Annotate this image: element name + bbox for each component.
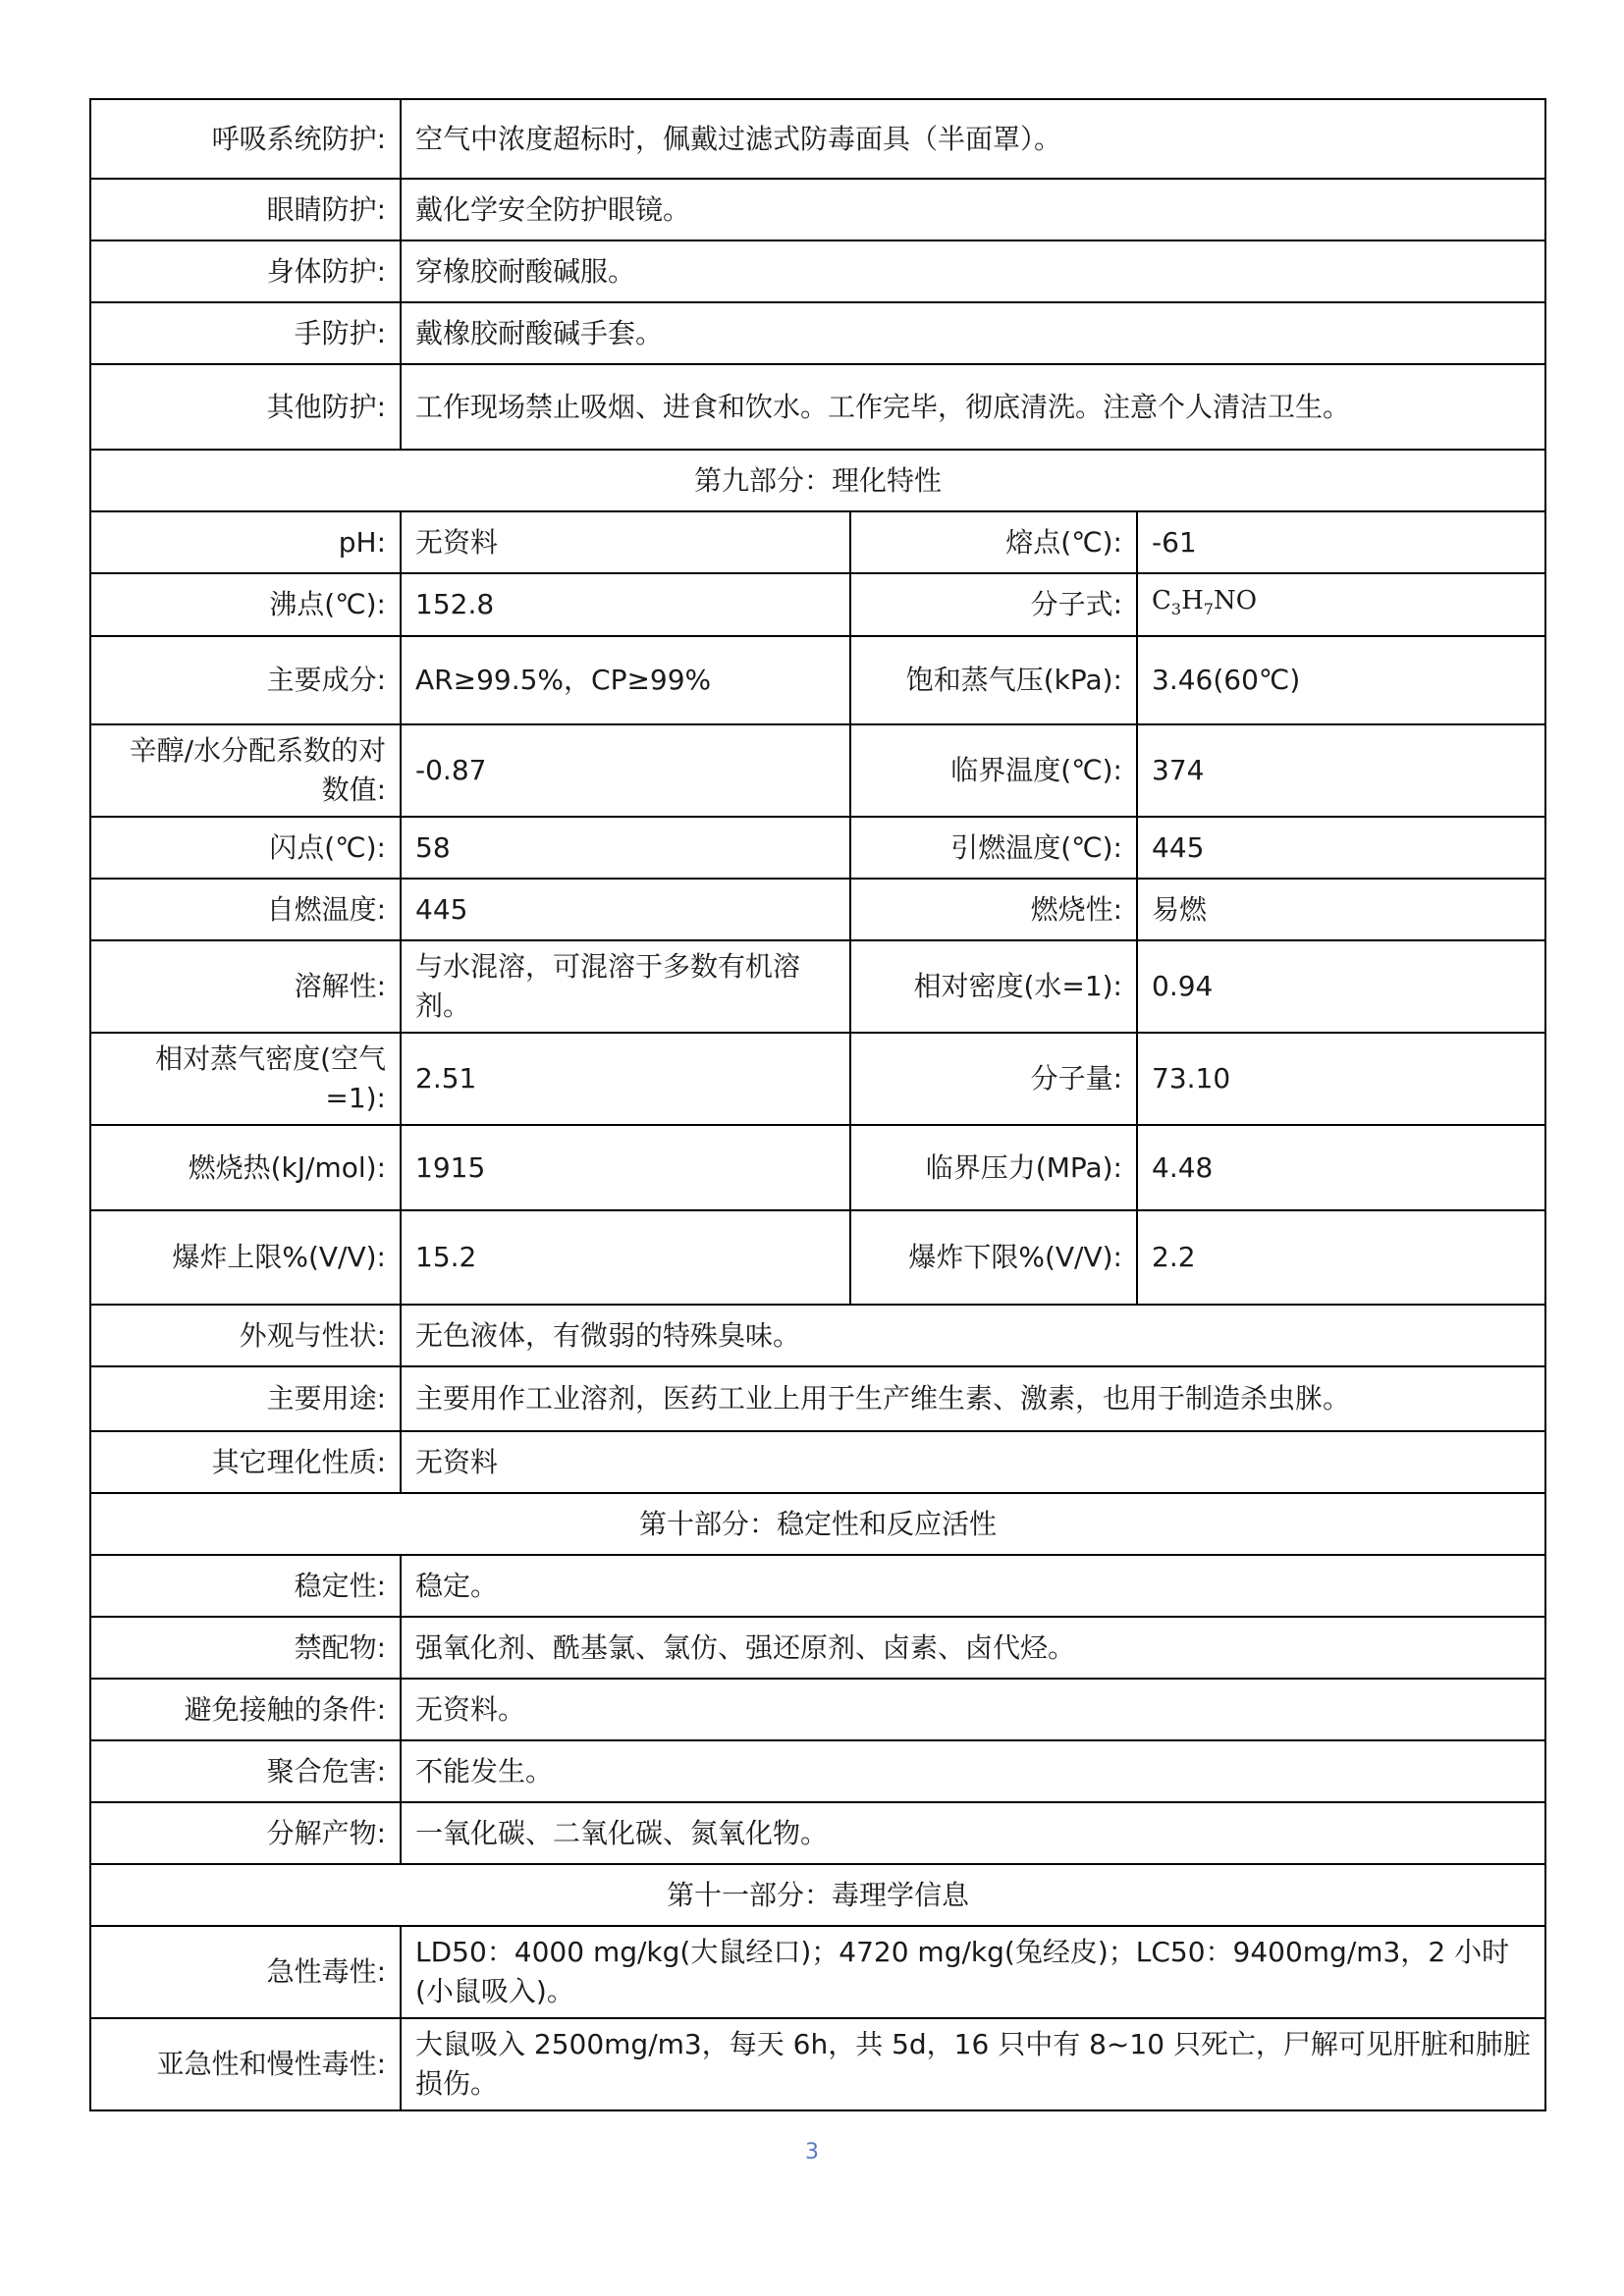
property-value: 易燃: [1137, 879, 1545, 940]
property-label: 沸点(℃):: [90, 573, 401, 636]
property-label: 燃烧性:: [850, 879, 1137, 940]
property-value: 1915: [401, 1125, 850, 1210]
property-label: 分子量:: [850, 1033, 1137, 1125]
msds-table: [89, 98, 1546, 2111]
row-value: 无资料。: [401, 1679, 1545, 1740]
property-row: [90, 817, 1545, 879]
page-number: 3: [805, 2140, 819, 2164]
property-label: 临界温度(℃):: [850, 724, 1137, 817]
property-value: 152.8: [401, 573, 850, 636]
property-label: 饱和蒸气压(kPa):: [850, 636, 1137, 724]
property-label: 主要成分:: [90, 636, 401, 724]
property-row: [90, 879, 1545, 940]
property-row: [90, 1210, 1545, 1305]
row-value: 戴化学安全防护眼镜。: [401, 179, 1545, 240]
property-label: 燃烧热(kJ/mol):: [90, 1125, 401, 1210]
protection-row-body: [90, 240, 1545, 302]
row-label: 手防护:: [90, 302, 401, 364]
row-label: 禁配物:: [90, 1617, 401, 1679]
property-label: 临界压力(MPa):: [850, 1125, 1137, 1210]
row-value: 大鼠吸入 2500mg/m3，每天 6h，共 5d，16 只中有 8~10 只死亡，尸解可见肝脏和肺脏损伤。: [401, 2018, 1545, 2110]
row-label: 眼睛防护:: [90, 179, 401, 240]
property-value: 0.94: [1137, 940, 1545, 1033]
property-value: 15.2: [401, 1210, 850, 1305]
stability-row: [90, 1802, 1545, 1864]
property-row: [90, 1033, 1545, 1125]
row-value: 戴橡胶耐酸碱手套。: [401, 302, 1545, 364]
row-value: LD50：4000 mg/kg(大鼠经口)；4720 mg/kg(兔经皮)；LC50：9400mg/m3，2 小时(小鼠吸入)。: [401, 1926, 1545, 2018]
section-title: 第十部分：稳定性和反应活性: [90, 1493, 1545, 1555]
row-label: 其他防护:: [90, 364, 401, 450]
property-label: 相对蒸气密度(空气=1):: [90, 1033, 401, 1125]
property-value: 58: [401, 817, 850, 879]
property-value: AR≥99.5%，CP≥99%: [401, 636, 850, 724]
property-value: 2.51: [401, 1033, 850, 1125]
property-row: [90, 940, 1545, 1033]
property-label: 溶解性:: [90, 940, 401, 1033]
property-row-other: [90, 1431, 1545, 1493]
row-value: 无资料: [401, 1431, 1545, 1493]
row-value: 一氧化碳、二氧化碳、氮氧化物。: [401, 1802, 1545, 1864]
protection-row-other: [90, 364, 1545, 450]
section-title: 第九部分：理化特性: [90, 450, 1545, 511]
row-label: 其它理化性质:: [90, 1431, 401, 1493]
row-value: 主要用作工业溶剂，医药工业上用于生产维生素、激素，也用于制造杀虫脒。: [401, 1366, 1545, 1431]
property-row: [90, 636, 1545, 724]
row-value: 不能发生。: [401, 1740, 1545, 1802]
property-row: [90, 573, 1545, 636]
property-label: 熔点(℃):: [850, 511, 1137, 573]
protection-row-hand: [90, 302, 1545, 364]
property-label: 分子式:: [850, 573, 1137, 636]
toxicology-row: [90, 1926, 1545, 2018]
property-value: 445: [401, 879, 850, 940]
property-label: 相对密度(水=1):: [850, 940, 1137, 1033]
protection-row-eye: [90, 179, 1545, 240]
stability-row: [90, 1740, 1545, 1802]
property-value: -61: [1137, 511, 1545, 573]
row-value: 穿橡胶耐酸碱服。: [401, 240, 1545, 302]
row-label: 呼吸系统防护:: [90, 99, 401, 179]
row-label: 急性毒性:: [90, 1926, 401, 2018]
property-value: -0.87: [401, 724, 850, 817]
property-row-usage: [90, 1366, 1545, 1431]
row-label: 聚合危害:: [90, 1740, 401, 1802]
row-value: 空气中浓度超标时，佩戴过滤式防毒面具（半面罩）。: [401, 99, 1545, 179]
row-label: 外观与性状:: [90, 1305, 401, 1366]
molecular-formula: $C_3H_7NO$: [1137, 573, 1545, 636]
property-row: [90, 511, 1545, 573]
property-row: [90, 724, 1545, 817]
row-label: 稳定性:: [90, 1555, 401, 1617]
property-value: 4.48: [1137, 1125, 1545, 1210]
protection-row-respiratory: [90, 99, 1545, 179]
row-label: 身体防护:: [90, 240, 401, 302]
section-title: 第十一部分：毒理学信息: [90, 1864, 1545, 1926]
property-label: 辛醇/水分配系数的对数值:: [90, 724, 401, 817]
property-label: 自燃温度:: [90, 879, 401, 940]
property-label: 爆炸上限%(V/V):: [90, 1210, 401, 1305]
property-label: 引燃温度(℃):: [850, 817, 1137, 879]
property-value: 3.46(60℃): [1137, 636, 1545, 724]
section-header-9: [90, 450, 1545, 511]
row-value: 稳定。: [401, 1555, 1545, 1617]
row-value: 工作现场禁止吸烟、进食和饮水。工作完毕，彻底清洗。注意个人清洁卫生。: [401, 364, 1545, 450]
property-label: pH:: [90, 511, 401, 573]
property-value: 2.2: [1137, 1210, 1545, 1305]
property-row-appearance: [90, 1305, 1545, 1366]
property-value: 73.10: [1137, 1033, 1545, 1125]
section-header-11: [90, 1864, 1545, 1926]
property-value: 无资料: [401, 511, 850, 573]
property-row: [90, 1125, 1545, 1210]
stability-row: [90, 1679, 1545, 1740]
stability-row: [90, 1617, 1545, 1679]
property-label: 闪点(℃):: [90, 817, 401, 879]
row-label: 主要用途:: [90, 1366, 401, 1431]
row-label: 亚急性和慢性毒性:: [90, 2018, 401, 2110]
property-label: 爆炸下限%(V/V):: [850, 1210, 1137, 1305]
row-value: 无色液体，有微弱的特殊臭味。: [401, 1305, 1545, 1366]
property-value: 与水混溶，可混溶于多数有机溶剂。: [401, 940, 850, 1033]
stability-row: [90, 1555, 1545, 1617]
toxicology-row: [90, 2018, 1545, 2110]
row-label: 避免接触的条件:: [90, 1679, 401, 1740]
section-header-10: [90, 1493, 1545, 1555]
property-value: 445: [1137, 817, 1545, 879]
property-value: 374: [1137, 724, 1545, 817]
row-value: 强氧化剂、酰基氯、氯仿、强还原剂、卤素、卤代烃。: [401, 1617, 1545, 1679]
row-label: 分解产物:: [90, 1802, 401, 1864]
